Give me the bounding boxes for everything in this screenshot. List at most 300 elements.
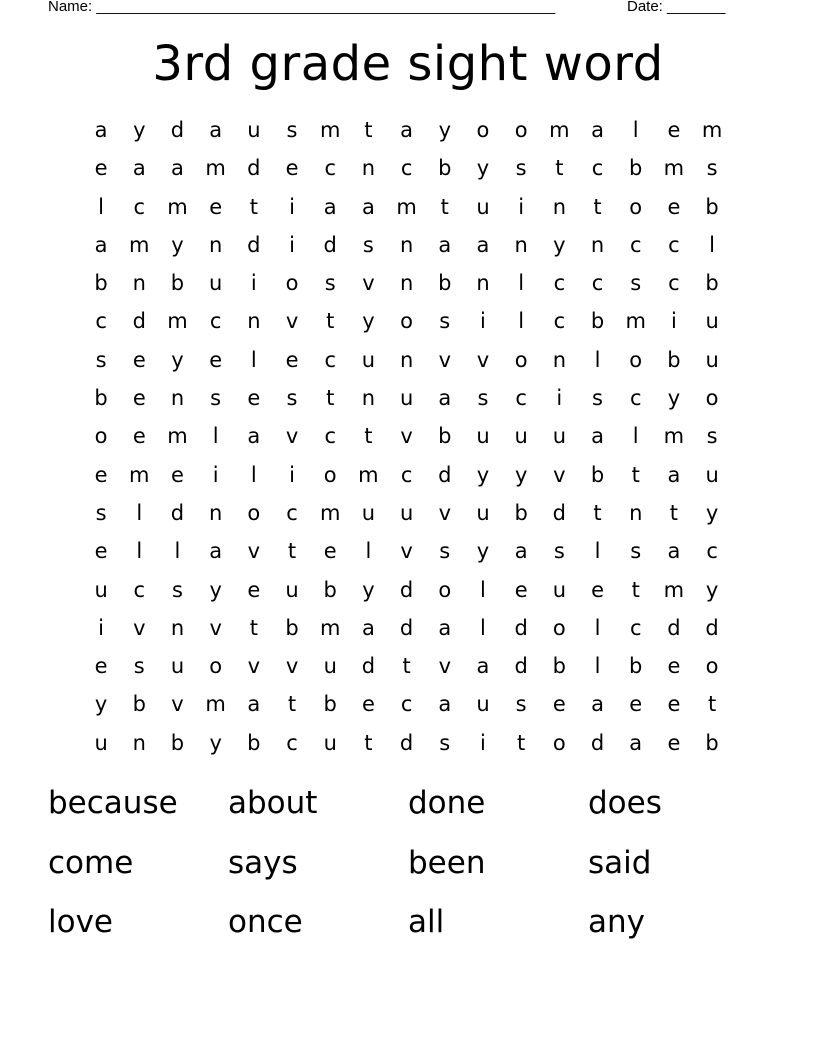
name-date-header	[48, 0, 748, 17]
grid-letter: m	[205, 156, 226, 181]
grid-letter: a	[132, 156, 146, 181]
grid-letter: b	[285, 615, 299, 640]
grid-letter: s	[324, 271, 336, 296]
grid-letter: c	[133, 577, 146, 602]
grid-letter: b	[438, 271, 452, 296]
grid-letter: v	[285, 654, 299, 679]
grid-letter: y	[476, 462, 490, 487]
grid-letter: b	[247, 730, 261, 755]
grid-letter: d	[399, 615, 414, 640]
grid-letter: o	[705, 654, 719, 679]
grid-letter: l	[594, 539, 601, 564]
grid-letter: i	[98, 615, 105, 640]
grid-letter: l	[365, 539, 372, 564]
grid-letter: t	[364, 730, 373, 755]
grid-letter: v	[209, 615, 222, 640]
grid-letter: e	[514, 577, 528, 602]
grid-letter: t	[593, 500, 602, 525]
grid-letter: e	[667, 118, 681, 142]
grid-row	[82, 188, 732, 226]
grid-letter: c	[591, 271, 604, 296]
grid-letter: l	[632, 424, 639, 449]
grid-row	[82, 685, 732, 723]
grid-letter: v	[476, 347, 490, 372]
grid-letter: c	[324, 156, 336, 181]
grid-letter: s	[362, 232, 374, 257]
grid-letter: o	[705, 386, 719, 411]
grid-letter: e	[209, 194, 223, 219]
grid-letter: d	[514, 654, 528, 679]
grid-letter: e	[94, 654, 108, 679]
grid-letter: b	[132, 692, 146, 717]
grid-letter: s	[439, 730, 451, 755]
grid-letter: d	[438, 462, 452, 487]
grid-row	[82, 571, 732, 609]
grid-letter: o	[552, 615, 566, 640]
grid-letter: b	[705, 194, 719, 219]
grid-letter: m	[319, 118, 341, 142]
grid-letter: u	[476, 692, 490, 717]
grid-letter: m	[129, 232, 150, 257]
grid-letter: l	[250, 462, 257, 487]
grid-letter: u	[399, 500, 414, 525]
grid-letter: m	[167, 309, 188, 334]
grid-letter: o	[400, 309, 414, 334]
grid-letter: s	[133, 654, 145, 679]
grid-letter: l	[174, 539, 181, 564]
grid-letter: b	[323, 577, 337, 602]
grid-letter: e	[171, 462, 184, 487]
grid-letter: d	[552, 500, 567, 525]
grid-letter: c	[324, 347, 336, 372]
grid-letter: y	[667, 386, 681, 411]
grid-letter: s	[95, 500, 107, 525]
grid-letter: l	[594, 615, 601, 640]
grid-letter: o	[629, 194, 643, 219]
grid-letter: e	[132, 386, 146, 411]
grid-letter: c	[706, 539, 718, 564]
word-bank-item: says	[228, 844, 298, 881]
grid-letter: u	[285, 577, 299, 602]
grid-row	[82, 341, 732, 379]
grid-letter: e	[94, 462, 108, 487]
grid-letter: u	[705, 462, 719, 487]
grid-letter: n	[209, 232, 223, 257]
grid-letter: c	[95, 309, 107, 334]
grid-letter: u	[170, 654, 185, 679]
grid-letter: c	[629, 386, 642, 411]
grid-letter: e	[94, 539, 108, 564]
grid-letter: v	[438, 347, 451, 372]
grid-letter: s	[553, 539, 565, 564]
grid-letter: b	[629, 156, 643, 181]
grid-letter: u	[209, 271, 223, 296]
grid-letter: t	[326, 386, 335, 411]
grid-letter: n	[361, 156, 376, 181]
grid-letter: i	[556, 386, 563, 411]
grid-letter: m	[205, 692, 226, 717]
grid-letter: n	[170, 386, 185, 411]
grid-letter: l	[480, 615, 486, 640]
word-search-grid	[82, 111, 732, 762]
grid-letter: u	[247, 118, 261, 142]
grid-letter: a	[629, 730, 643, 755]
grid-letter: m	[396, 194, 417, 219]
grid-letter: b	[438, 156, 452, 181]
grid-letter: i	[289, 194, 295, 219]
word-bank-item: any	[588, 904, 645, 940]
grid-letter: c	[515, 386, 527, 411]
grid-letter: e	[667, 654, 681, 679]
grid-letter: b	[170, 730, 185, 755]
grid-letter: v	[400, 424, 413, 449]
grid-letter: o	[323, 462, 337, 487]
grid-letter: e	[132, 424, 146, 449]
grid-letter: o	[285, 271, 299, 296]
grid-letter: m	[549, 118, 570, 142]
grid-letter: n	[170, 615, 185, 640]
grid-letter: u	[476, 424, 490, 449]
grid-letter: y	[705, 500, 719, 525]
grid-letter: i	[289, 232, 295, 257]
grid-letter: a	[361, 615, 375, 640]
grid-letter: n	[399, 347, 414, 372]
grid-letter: o	[552, 730, 566, 755]
grid-letter: t	[249, 194, 258, 219]
grid-letter: d	[132, 309, 146, 334]
grid-letter: d	[323, 232, 337, 257]
grid-row	[82, 647, 732, 685]
grid-letter: a	[591, 692, 604, 717]
grid-letter: t	[593, 194, 602, 219]
word-bank-item: been	[408, 844, 486, 881]
grid-letter: e	[132, 347, 146, 372]
grid-letter: v	[438, 654, 451, 679]
grid-letter: l	[136, 500, 143, 525]
grid-letter: e	[667, 194, 681, 219]
grid-letter: v	[133, 615, 146, 640]
grid-letter: b	[552, 654, 567, 679]
word-bank-item: about	[228, 785, 318, 821]
grid-letter: c	[133, 194, 146, 219]
grid-letter: s	[515, 692, 527, 717]
grid-letter: c	[286, 730, 298, 755]
grid-letter: t	[517, 730, 526, 755]
grid-letter: l	[250, 347, 257, 372]
grid-letter: s	[630, 539, 642, 564]
grid-letter: b	[438, 424, 452, 449]
grid-letter: s	[171, 577, 183, 602]
grid-letter: a	[667, 539, 681, 564]
grid-row	[82, 302, 732, 340]
grid-letter: a	[476, 232, 490, 257]
grid-letter: o	[438, 577, 452, 602]
grid-letter: s	[477, 386, 489, 411]
grid-letter: b	[323, 692, 337, 717]
grid-letter: m	[319, 615, 341, 640]
grid-letter: c	[629, 232, 642, 257]
grid-letter: e	[285, 156, 299, 181]
grid-letter: u	[361, 347, 376, 372]
grid-letter: c	[591, 156, 604, 181]
grid-letter: e	[591, 577, 604, 602]
grid-letter: n	[552, 347, 566, 372]
word-bank-row	[48, 840, 768, 900]
grid-letter: a	[247, 692, 261, 717]
grid-letter: d	[590, 730, 605, 755]
grid-letter: o	[209, 654, 223, 679]
grid-letter: n	[247, 309, 261, 334]
grid-letter: s	[592, 386, 603, 411]
grid-letter: s	[210, 386, 222, 411]
grid-letter: l	[518, 271, 525, 296]
grid-letter: s	[706, 424, 718, 449]
grid-row	[82, 226, 732, 264]
grid-row	[82, 149, 732, 187]
grid-letter: b	[590, 462, 605, 487]
grid-letter: d	[705, 615, 719, 640]
grid-letter: o	[514, 347, 528, 372]
grid-row	[82, 264, 732, 302]
grid-letter: t	[287, 692, 297, 717]
grid-letter: s	[706, 156, 718, 181]
grid-letter: d	[399, 577, 414, 602]
grid-letter: y	[476, 539, 490, 564]
grid-letter: c	[209, 309, 222, 334]
grid-letter: n	[361, 386, 376, 411]
grid-letter: b	[629, 654, 643, 679]
grid-letter: m	[663, 577, 685, 602]
grid-letter: l	[594, 347, 601, 372]
grid-letter: i	[212, 462, 219, 487]
grid-letter: u	[361, 500, 376, 525]
grid-letter: b	[705, 271, 719, 296]
grid-letter: u	[552, 577, 566, 602]
word-bank-item: does	[588, 785, 662, 821]
grid-letter: y	[438, 118, 451, 142]
grid-letter: m	[625, 309, 646, 334]
grid-letter: n	[209, 500, 223, 525]
grid-letter: n	[132, 730, 146, 755]
word-bank-row	[48, 899, 768, 959]
grid-letter: c	[553, 309, 566, 334]
grid-letter: v	[285, 424, 299, 449]
grid-letter: m	[358, 462, 379, 487]
grid-letter: d	[399, 730, 414, 755]
grid-letter: m	[701, 118, 723, 142]
grid-letter: y	[209, 730, 222, 755]
grid-letter: e	[247, 386, 261, 411]
grid-letter: n	[399, 232, 414, 257]
grid-row	[82, 494, 732, 532]
grid-letter: o	[94, 424, 108, 449]
grid-letter: a	[209, 539, 223, 564]
word-bank-item: once	[228, 904, 303, 940]
grid-letter: u	[514, 424, 528, 449]
grid-letter: a	[94, 232, 108, 257]
page-title: 3rd grade sight word	[152, 36, 664, 92]
word-bank-item: because	[48, 785, 178, 821]
grid-letter: n	[399, 271, 414, 296]
grid-letter: u	[705, 309, 719, 334]
grid-letter: n	[552, 194, 566, 219]
grid-letter: c	[286, 500, 298, 525]
grid-letter: a	[247, 424, 261, 449]
grid-letter: y	[171, 232, 184, 257]
grid-letter: a	[667, 462, 681, 487]
grid-letter: v	[362, 271, 375, 296]
grid-letter: v	[247, 539, 261, 564]
grid-letter: o	[247, 500, 261, 525]
grid-letter: o	[629, 347, 643, 372]
grid-letter: c	[629, 615, 642, 640]
grid-letter: v	[553, 462, 566, 487]
grid-letter: l	[136, 539, 143, 564]
grid-letter: d	[247, 232, 261, 257]
grid-letter: i	[518, 194, 525, 219]
grid-letter: c	[400, 692, 413, 717]
grid-letter: s	[439, 539, 451, 564]
word-bank-item: all	[408, 904, 445, 940]
grid-letter: e	[361, 692, 375, 717]
grid-letter: m	[663, 156, 685, 181]
grid-letter: m	[167, 424, 188, 449]
grid-letter: l	[212, 424, 219, 449]
word-bank-item: said	[588, 844, 652, 881]
grid-letter: e	[629, 692, 643, 717]
grid-row	[82, 417, 732, 455]
grid-letter: s	[286, 118, 298, 142]
grid-letter: v	[247, 654, 261, 679]
grid-letter: y	[171, 347, 184, 372]
grid-letter: y	[362, 309, 375, 334]
grid-letter: u	[476, 500, 490, 525]
grid-letter: i	[480, 309, 486, 334]
grid-letter: o	[514, 118, 528, 142]
grid-letter: b	[705, 730, 719, 755]
grid-letter: l	[480, 577, 486, 602]
word-bank	[48, 780, 768, 959]
grid-letter: a	[323, 194, 337, 219]
grid-letter: u	[476, 194, 490, 219]
grid-letter: v	[285, 309, 299, 334]
grid-letter: i	[289, 462, 295, 487]
grid-letter: l	[709, 232, 716, 257]
grid-letter: i	[480, 730, 486, 755]
grid-letter: m	[129, 462, 150, 487]
grid-letter: t	[631, 577, 640, 602]
grid-letter: b	[667, 347, 681, 372]
grid-letter: m	[663, 424, 685, 449]
grid-row	[82, 724, 732, 762]
grid-letter: d	[667, 615, 681, 640]
grid-letter: a	[209, 118, 223, 142]
grid-letter: n	[514, 232, 528, 257]
grid-letter: c	[324, 424, 336, 449]
grid-letter: y	[209, 577, 222, 602]
grid-letter: b	[590, 309, 605, 334]
grid-letter: t	[249, 615, 258, 640]
grid-letter: u	[94, 730, 108, 755]
grid-letter: y	[94, 692, 108, 717]
word-bank-item: love	[48, 904, 113, 940]
grid-letter: t	[364, 424, 373, 449]
grid-letter: s	[630, 271, 642, 296]
grid-letter: n	[476, 271, 490, 296]
grid-letter: b	[514, 500, 528, 525]
grid-letter: c	[553, 271, 566, 296]
grid-letter: s	[95, 347, 107, 372]
grid-letter: n	[590, 232, 605, 257]
grid-letter: c	[400, 156, 413, 181]
grid-letter: a	[514, 539, 528, 564]
grid-letter: a	[438, 692, 452, 717]
grid-letter: n	[629, 500, 643, 525]
grid-letter: e	[94, 156, 108, 181]
grid-letter: e	[667, 730, 681, 755]
grid-letter: a	[438, 386, 452, 411]
word-bank-item: come	[48, 844, 134, 881]
grid-letter: t	[402, 654, 411, 679]
grid-letter: a	[591, 424, 604, 449]
grid-letter: v	[171, 692, 184, 717]
grid-letter: y	[553, 232, 566, 257]
grid-letter: a	[438, 232, 452, 257]
grid-letter: d	[247, 156, 261, 181]
grid-letter: l	[98, 194, 105, 219]
grid-letter: o	[476, 118, 490, 142]
grid-letter: u	[705, 347, 719, 372]
grid-letter: l	[594, 654, 601, 679]
word-bank-item: done	[408, 785, 486, 821]
date-line: Date: _______	[627, 0, 726, 15]
grid-letter: e	[247, 577, 261, 602]
grid-letter: i	[250, 271, 257, 296]
grid-letter: e	[667, 692, 681, 717]
grid-row	[82, 111, 732, 149]
grid-letter: y	[514, 462, 528, 487]
grid-letter: y	[476, 156, 490, 181]
grid-letter: b	[94, 271, 108, 296]
grid-letter: t	[707, 692, 717, 717]
grid-letter: a	[591, 118, 604, 142]
grid-letter: y	[362, 577, 375, 602]
grid-letter: a	[361, 194, 375, 219]
grid-letter: a	[400, 118, 414, 142]
grid-letter: i	[670, 309, 677, 334]
grid-letter: e	[552, 692, 566, 717]
grid-letter: l	[632, 118, 639, 142]
grid-letter: c	[400, 462, 413, 487]
grid-letter: t	[440, 194, 449, 219]
grid-letter: a	[171, 156, 184, 181]
grid-letter: c	[668, 271, 680, 296]
grid-letter: t	[326, 309, 335, 334]
name-line: Name: _______________________________________________________	[48, 0, 556, 15]
grid-letter: a	[94, 118, 108, 142]
grid-letter: c	[668, 232, 680, 257]
grid-letter: n	[132, 271, 146, 296]
grid-letter: s	[439, 309, 451, 334]
grid-letter: l	[518, 309, 525, 334]
grid-row	[82, 379, 732, 417]
grid-letter: v	[400, 539, 413, 564]
grid-row	[82, 456, 732, 494]
grid-letter: v	[438, 500, 451, 525]
grid-letter: u	[323, 654, 337, 679]
grid-letter: e	[323, 539, 337, 564]
grid-letter: t	[287, 539, 297, 564]
